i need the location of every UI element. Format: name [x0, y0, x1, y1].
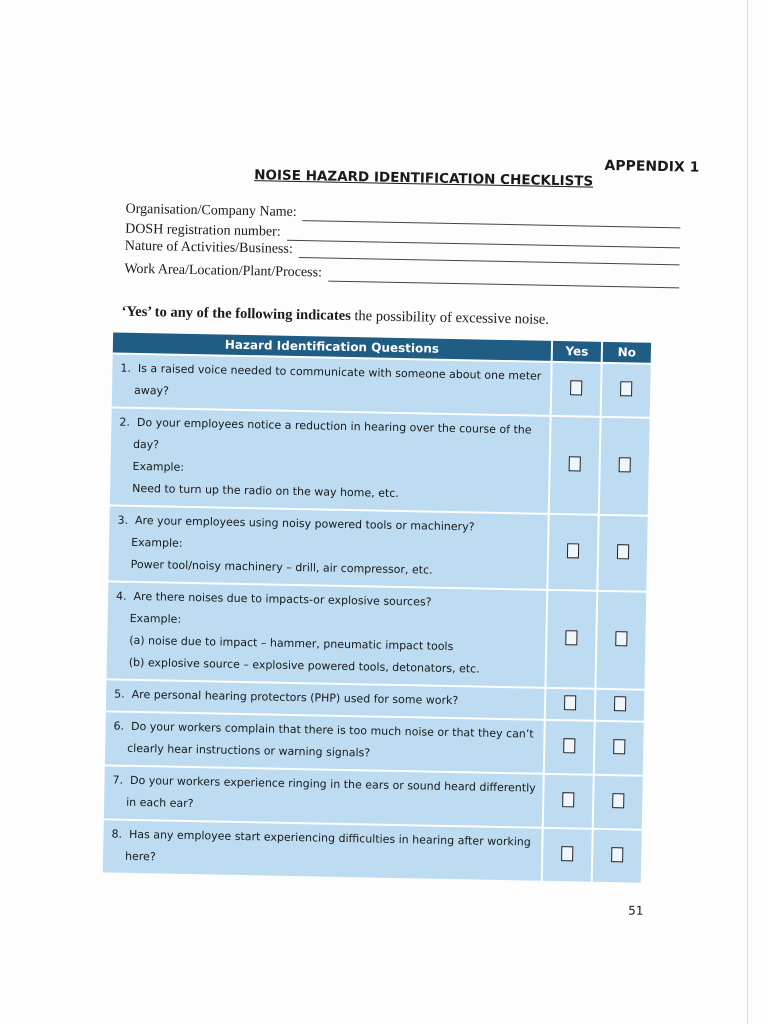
no-checkbox[interactable]	[611, 847, 623, 862]
no-cell	[596, 690, 645, 721]
question-number: 5.	[114, 687, 125, 701]
no-cell	[595, 722, 644, 775]
question-number: 3.	[117, 513, 129, 527]
yes-cell	[552, 363, 601, 416]
yes-cell	[546, 591, 596, 688]
fill-in-line[interactable]	[328, 273, 680, 289]
question-cell	[108, 506, 547, 588]
question-cell	[103, 820, 542, 880]
page-title: NOISE HAZARD IDENTIFICATION CHECKLISTS	[254, 167, 594, 190]
question-line: Are your employees using noisy powered tools or machinery?	[134, 513, 475, 534]
question-line: Power tool/noisy machinery – drill, air compressor, etc.	[130, 557, 433, 577]
no-cell	[600, 418, 650, 515]
question-line: in each ear?	[126, 795, 194, 811]
yes-cell	[543, 829, 592, 882]
header-questions: Hazard Identification Questions	[113, 332, 551, 360]
field-label: Nature of Activities/Business:	[124, 238, 293, 257]
yes-cell	[548, 515, 597, 590]
question-line: (b) explosive source – explosive powered tools, detonators, etc.	[128, 655, 480, 676]
no-cell	[593, 830, 642, 883]
yes-checkbox[interactable]	[567, 543, 579, 558]
question-line: away?	[133, 383, 170, 398]
question-number: 4.	[115, 589, 127, 603]
yes-checkbox[interactable]	[564, 695, 576, 710]
question-line: Example:	[132, 459, 185, 474]
no-checkbox[interactable]	[617, 544, 629, 559]
field-label: Organisation/Company Name:	[125, 201, 297, 220]
yes-checkbox[interactable]	[570, 380, 582, 395]
question-line: Has any employee start experiencing difficulties in hearing after working	[128, 827, 531, 849]
question-cell	[104, 766, 543, 826]
question-line: Do your workers experience ringing in the ears or sound heard differently	[129, 773, 536, 795]
no-checkbox[interactable]	[620, 381, 632, 396]
question-line: Do your employees notice a reduction in hearing over the course of the	[136, 415, 532, 437]
field-label: DOSH registration number:	[125, 221, 281, 240]
instruction-note	[121, 304, 549, 329]
question-line: Example:	[129, 611, 182, 626]
table-row	[110, 408, 650, 514]
question-number: 7.	[112, 773, 124, 787]
question-line: Do your workers complain that there is too much noise or that they can’t	[130, 719, 534, 741]
question-line: (a) noise due to impact – hammer, pneumatic impact tools	[129, 633, 454, 654]
no-checkbox[interactable]	[614, 696, 626, 711]
yes-checkbox[interactable]	[565, 630, 577, 645]
question-cell	[110, 408, 550, 512]
yes-cell	[545, 721, 594, 774]
header-yes: Yes	[553, 341, 601, 362]
table-row	[103, 820, 642, 882]
no-cell	[602, 364, 651, 417]
question-line: Are there noises due to impacts-or explosive sources?	[133, 589, 432, 609]
yes-cell	[544, 775, 593, 828]
question-line: Need to turn up the radio on the way home, etc.	[132, 481, 399, 500]
question-line: here?	[124, 849, 156, 864]
question-text	[114, 684, 538, 714]
yes-checkbox[interactable]	[562, 792, 574, 807]
appendix-label: APPENDIX 1	[604, 157, 700, 176]
question-number: 2.	[119, 415, 131, 429]
no-cell	[598, 516, 647, 591]
no-cell	[594, 776, 643, 829]
question-number: 8.	[111, 827, 123, 841]
table-row	[108, 506, 647, 590]
field-label: Work Area/Location/Plant/Process:	[124, 261, 323, 281]
page-number: 51	[628, 903, 644, 918]
question-line: clearly hear instructions or warning signals?	[127, 741, 371, 760]
question-line: Is a raised voice needed to communicate with someone about one meter	[137, 361, 542, 383]
question-line: Example:	[131, 535, 183, 550]
question-line: Are personal hearing protectors (PHP) used for some work?	[131, 687, 459, 708]
question-number: 1.	[120, 361, 132, 375]
no-checkbox[interactable]	[612, 793, 624, 808]
no-checkbox[interactable]	[613, 739, 625, 754]
question-cell	[107, 582, 547, 686]
no-checkbox[interactable]	[615, 631, 627, 646]
note-bold-text: ‘Yes’ to any of the following indicates	[121, 303, 351, 325]
table-row	[107, 582, 647, 688]
yes-cell	[550, 417, 600, 514]
no-cell	[596, 592, 646, 689]
table-row	[104, 766, 643, 828]
question-cell	[112, 354, 551, 414]
header-no: No	[603, 342, 651, 363]
company-info-form	[124, 198, 680, 289]
question-line: day?	[132, 437, 160, 452]
question-cell	[105, 712, 544, 772]
yes-checkbox[interactable]	[569, 456, 581, 471]
yes-checkbox[interactable]	[561, 846, 573, 861]
note-text: the possibility of excessive noise.	[350, 308, 550, 328]
yes-checkbox[interactable]	[563, 738, 575, 753]
table-row	[112, 354, 651, 416]
yes-cell	[546, 689, 595, 720]
hazard-checklist-table	[101, 330, 653, 884]
question-number: 6.	[113, 719, 125, 733]
no-checkbox[interactable]	[619, 457, 631, 472]
table-row	[105, 712, 644, 774]
